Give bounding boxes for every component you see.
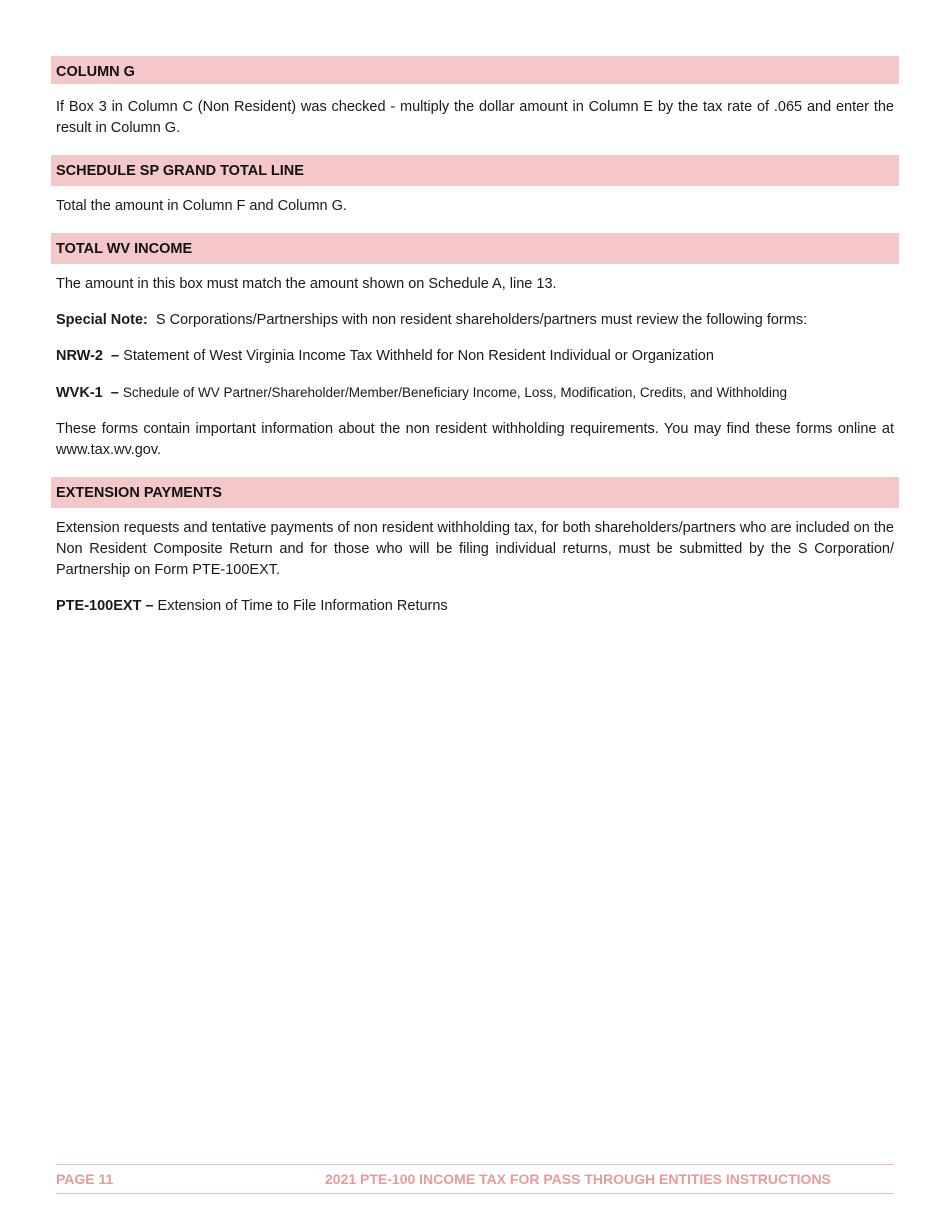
form-wvk-1: [51, 382, 899, 404]
form-pte-100ext: [51, 596, 899, 617]
section-heading-extension-payments: EXTENSION PAYMENTS: [51, 477, 899, 508]
extension-payments-paragraph: Extension requests and tentative payments of non resident withholding tax, for both shareholders/partners who are included on the Non Resident Composite Return and for those who will be filing individual returns, must be submitted by the S Corporation/ Partnership on Form PTE-100EXT.: [56, 520, 894, 578]
grand-total-paragraph: Total the amount in Column F and Column G.: [56, 198, 347, 214]
special-note-text: S Corporations/Partnerships with non resident shareholders/partners must review the following forms:: [155, 312, 808, 328]
form-nrw-2: [51, 346, 899, 367]
instructions-body: [51, 56, 899, 617]
total-wv-income-paragraph: The amount in this box must match the amount shown on Schedule A, line 13.: [56, 276, 557, 292]
form-wvk-1-description: Schedule of WV Partner/Shareholder/Member/Beneficiary Income, Loss, Modification, Credits, and Withholding: [122, 385, 787, 400]
special-note: [51, 310, 899, 331]
page-footer: [56, 1164, 894, 1194]
section-heading-column-g: COLUMN G: [51, 56, 899, 87]
document-title: 2021 PTE-100 INCOME TAX FOR PASS THROUGH ENTITIES INSTRUCTIONS: [325, 1171, 831, 1187]
form-nrw-2-dash: –: [111, 348, 120, 364]
section-heading-total-wv-income: TOTAL WV INCOME: [51, 233, 899, 264]
column-g-paragraph: If Box 3 in Column C (Non Resident) was checked - multiply the dollar amount in Column E by the tax rate of .065 and enter the result in Column G.: [56, 99, 894, 136]
forms-closing-paragraph: These forms contain important information about the non resident withholding requirements. You may find these forms online at www.tax.wv.gov.: [56, 421, 894, 458]
form-pte-100ext-description: Extension of Time to File Information Returns: [157, 598, 448, 614]
section-heading-grand-total: SCHEDULE SP GRAND TOTAL LINE: [51, 155, 899, 186]
page-number: PAGE 11: [56, 1171, 114, 1187]
form-wvk-1-code: WVK-1: [56, 385, 103, 401]
form-nrw-2-code: NRW-2: [56, 348, 103, 364]
special-note-label: Special Note:: [56, 312, 148, 328]
form-pte-100ext-code: PTE-100EXT –: [56, 598, 154, 614]
form-wvk-1-dash: –: [110, 385, 119, 401]
form-nrw-2-description: Statement of West Virginia Income Tax Withheld for Non Resident Individual or Organization: [123, 348, 714, 364]
